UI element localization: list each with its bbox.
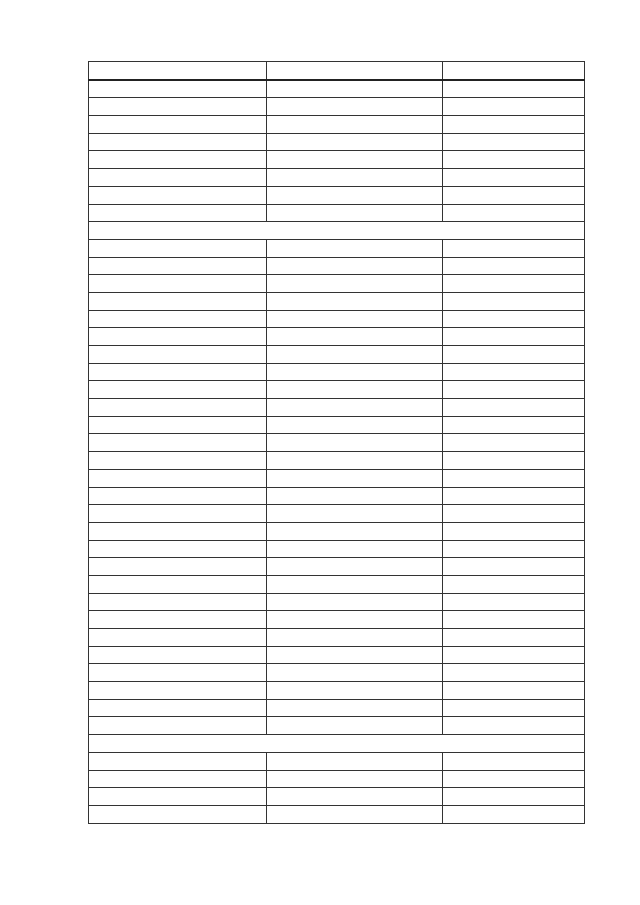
cell-point-number (89, 239, 267, 257)
cell-y (443, 805, 585, 823)
cell-x (267, 699, 443, 717)
table-row (89, 487, 585, 505)
table-row (89, 292, 585, 310)
cell-point-number (89, 346, 267, 364)
cell-y (443, 770, 585, 788)
table-row (89, 469, 585, 487)
table-row (89, 434, 585, 452)
cell-y (443, 257, 585, 275)
table-row (89, 452, 585, 470)
cell-point-number (89, 788, 267, 806)
table-row (89, 558, 585, 576)
table-row (89, 593, 585, 611)
cell-x (267, 611, 443, 629)
cell-y (443, 540, 585, 558)
cell-x (267, 452, 443, 470)
cell-point-number (89, 363, 267, 381)
cell-point-number (89, 169, 267, 187)
cell-point-number (89, 204, 267, 222)
header-cell-point-number (89, 62, 267, 80)
table-row (89, 682, 585, 700)
cell-x (267, 788, 443, 806)
cell-y (443, 505, 585, 523)
cell-point-number (89, 717, 267, 735)
cell-x (267, 98, 443, 116)
cell-y (443, 629, 585, 647)
coordinates-table-body (89, 62, 585, 824)
table-row (89, 169, 585, 187)
cell-point-number (89, 186, 267, 204)
table-row (89, 381, 585, 399)
table-row (89, 399, 585, 417)
table-row (89, 346, 585, 364)
cell-y (443, 186, 585, 204)
cell-x (267, 292, 443, 310)
cell-x (267, 540, 443, 558)
cell-x (267, 416, 443, 434)
table-row (89, 699, 585, 717)
cell-point-number (89, 275, 267, 293)
table-row (89, 116, 585, 134)
cell-x (267, 629, 443, 647)
cell-point-number (89, 469, 267, 487)
table-row (89, 310, 585, 328)
cell-point-number (89, 116, 267, 134)
cell-y (443, 682, 585, 700)
cell-point-number (89, 664, 267, 682)
cell-point-number (89, 292, 267, 310)
section-title (89, 222, 585, 240)
cell-point-number (89, 98, 267, 116)
table-header-row (89, 62, 585, 80)
cell-x (267, 469, 443, 487)
cell-y (443, 487, 585, 505)
cell-point-number (89, 452, 267, 470)
cell-y (443, 346, 585, 364)
cell-point-number (89, 805, 267, 823)
cell-y (443, 204, 585, 222)
cell-y (443, 116, 585, 134)
cell-y (443, 292, 585, 310)
table-row (89, 151, 585, 169)
cell-x (267, 805, 443, 823)
cell-x (267, 717, 443, 735)
cell-point-number (89, 257, 267, 275)
cell-point-number (89, 399, 267, 417)
cell-y (443, 133, 585, 151)
table-row (89, 522, 585, 540)
cell-x (267, 310, 443, 328)
cell-x (267, 399, 443, 417)
cell-point-number (89, 151, 267, 169)
cell-x (267, 505, 443, 523)
cell-y (443, 328, 585, 346)
cell-y (443, 169, 585, 187)
cell-x (267, 434, 443, 452)
table-row (89, 98, 585, 116)
cell-x (267, 363, 443, 381)
cell-x (267, 151, 443, 169)
cell-x (267, 133, 443, 151)
cell-y (443, 239, 585, 257)
cell-y (443, 98, 585, 116)
table-row (89, 328, 585, 346)
cell-point-number (89, 699, 267, 717)
table-row (89, 770, 585, 788)
cell-point-number (89, 434, 267, 452)
section-title (89, 735, 585, 753)
header-cell-x (267, 62, 443, 80)
cell-y (443, 416, 585, 434)
cell-x (267, 522, 443, 540)
cell-y (443, 717, 585, 735)
cell-x (267, 116, 443, 134)
cell-x (267, 487, 443, 505)
cell-point-number (89, 310, 267, 328)
cell-point-number (89, 646, 267, 664)
coordinates-table (88, 61, 585, 824)
cell-y (443, 699, 585, 717)
cell-point-number (89, 682, 267, 700)
cell-point-number (89, 752, 267, 770)
cell-x (267, 752, 443, 770)
section-row (89, 222, 585, 240)
cell-y (443, 469, 585, 487)
cell-x (267, 646, 443, 664)
table-row (89, 257, 585, 275)
cell-y (443, 646, 585, 664)
cell-y (443, 664, 585, 682)
cell-y (443, 788, 585, 806)
cell-point-number (89, 505, 267, 523)
table-row (89, 629, 585, 647)
section-row (89, 735, 585, 753)
table-row (89, 186, 585, 204)
cell-y (443, 381, 585, 399)
table-row (89, 540, 585, 558)
table-row (89, 575, 585, 593)
cell-x (267, 328, 443, 346)
cell-y (443, 752, 585, 770)
cell-point-number (89, 80, 267, 98)
cell-y (443, 80, 585, 98)
cell-point-number (89, 770, 267, 788)
table-row (89, 805, 585, 823)
cell-y (443, 611, 585, 629)
table-row (89, 717, 585, 735)
cell-y (443, 275, 585, 293)
cell-point-number (89, 381, 267, 399)
cell-y (443, 522, 585, 540)
cell-point-number (89, 487, 267, 505)
table-row (89, 239, 585, 257)
cell-point-number (89, 558, 267, 576)
cell-x (267, 381, 443, 399)
cell-y (443, 558, 585, 576)
cell-x (267, 593, 443, 611)
cell-point-number (89, 133, 267, 151)
cell-point-number (89, 328, 267, 346)
cell-x (267, 682, 443, 700)
cell-point-number (89, 522, 267, 540)
cell-y (443, 452, 585, 470)
cell-y (443, 575, 585, 593)
cell-y (443, 151, 585, 169)
cell-x (267, 346, 443, 364)
table-row (89, 363, 585, 381)
cell-x (267, 204, 443, 222)
cell-x (267, 770, 443, 788)
cell-y (443, 310, 585, 328)
cell-y (443, 363, 585, 381)
cell-y (443, 399, 585, 417)
header-cell-y (443, 62, 585, 80)
cell-point-number (89, 540, 267, 558)
table-row (89, 505, 585, 523)
cell-y (443, 434, 585, 452)
cell-point-number (89, 629, 267, 647)
cell-x (267, 186, 443, 204)
cell-x (267, 80, 443, 98)
cell-point-number (89, 416, 267, 434)
cell-x (267, 239, 443, 257)
cell-y (443, 593, 585, 611)
table-row (89, 80, 585, 98)
cell-x (267, 575, 443, 593)
table-row (89, 133, 585, 151)
table-row (89, 204, 585, 222)
table-row (89, 752, 585, 770)
cell-x (267, 275, 443, 293)
table-row (89, 664, 585, 682)
cell-x (267, 257, 443, 275)
cell-point-number (89, 575, 267, 593)
cell-x (267, 169, 443, 187)
cell-point-number (89, 611, 267, 629)
cell-x (267, 558, 443, 576)
cell-x (267, 664, 443, 682)
table-row (89, 416, 585, 434)
table-row (89, 788, 585, 806)
table-row (89, 646, 585, 664)
table-row (89, 611, 585, 629)
table-row (89, 275, 585, 293)
cell-point-number (89, 593, 267, 611)
